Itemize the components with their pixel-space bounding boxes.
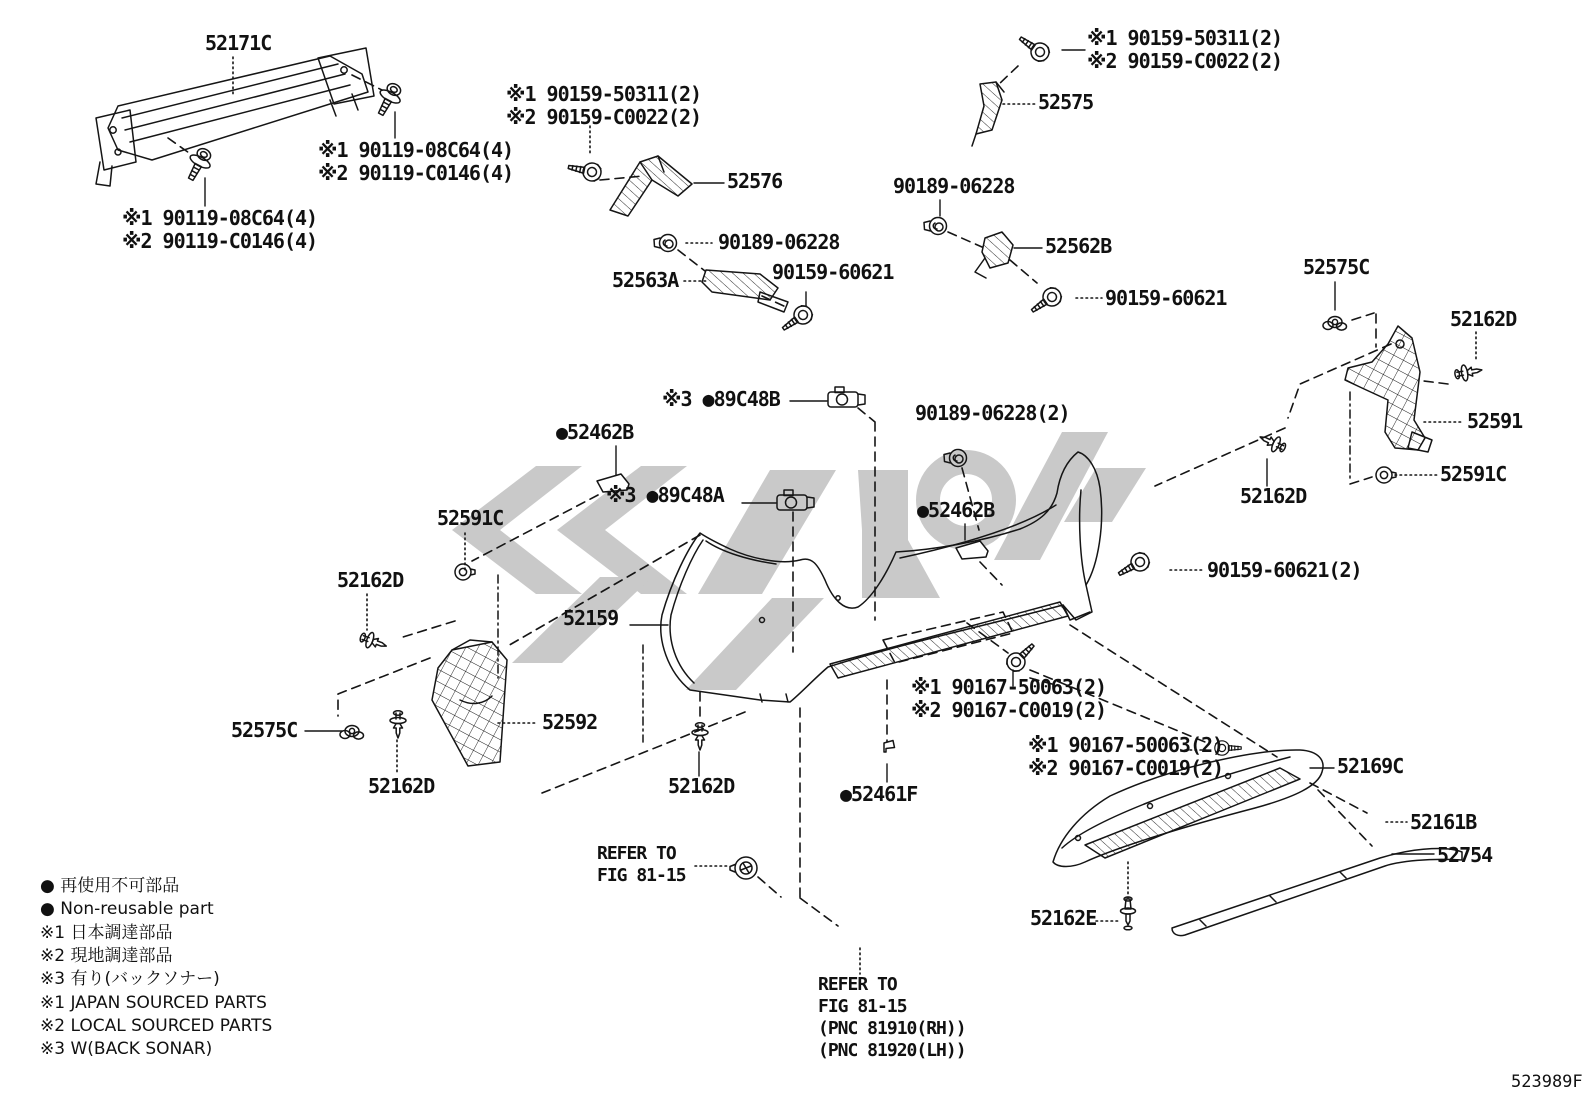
part-label: 52162D	[368, 774, 435, 798]
part-label: ●52462B	[917, 498, 995, 522]
part-label: ※3 ●89C48B	[662, 387, 780, 411]
screw-90159-60621-icon	[1027, 284, 1064, 318]
clip-52162D-icon	[1257, 430, 1288, 456]
part-label: 52591C	[437, 506, 504, 530]
screw-90167-icon	[1003, 639, 1039, 675]
side-support-52592-drawing	[432, 640, 507, 766]
part-label: ※1 90119-08C64(4)	[122, 206, 318, 230]
refer-note-line: REFER TO	[818, 974, 897, 995]
refer-note-line: FIG 81-15	[597, 865, 686, 886]
part-label: ※2 90167-C0019(2)	[911, 698, 1107, 722]
screw-90159-50311-icon	[1015, 31, 1052, 65]
part-label: 90159-60621	[772, 260, 894, 284]
part-label: ※3 ●89C48A	[606, 483, 724, 507]
part-label: 52563A	[612, 268, 679, 292]
part-label: 52575C	[1303, 255, 1370, 279]
legend-item: ※2 LOCAL SOURCED PARTS	[40, 1016, 273, 1036]
part-label: 52162D	[1450, 307, 1517, 331]
rivet-fig81-15-icon	[730, 857, 757, 879]
clip-52162D-icon	[390, 711, 406, 738]
part-label: 52162D	[668, 774, 735, 798]
part-label: 52591	[1467, 409, 1523, 433]
screw-90159-50311-icon	[567, 158, 603, 182]
part-label: ※2 90159-C0022(2)	[506, 105, 702, 129]
figure-code: 523989F	[1511, 1072, 1583, 1092]
clip-52162D-icon	[692, 723, 708, 750]
bracket-52576-drawing	[610, 156, 692, 216]
part-label: ※1 90167-50063(2)	[1028, 733, 1224, 757]
part-label: 90159-60621(2)	[1207, 558, 1362, 582]
part-label: 52591C	[1440, 462, 1507, 486]
legend-item: ● Non-reusable part	[40, 899, 214, 919]
part-label: ※2 90159-C0022(2)	[1087, 49, 1283, 73]
part-label: 52575	[1038, 90, 1094, 114]
part-label: 52754	[1437, 843, 1493, 867]
part-label: ※2 90119-C0146(4)	[318, 161, 514, 185]
sonar-sensor-89C48B-icon	[828, 387, 865, 407]
lower-molding-52754-drawing	[1172, 848, 1462, 935]
part-label: 52162D	[337, 568, 404, 592]
part-label: 52562B	[1045, 234, 1112, 258]
legend-item: ※1 日本調達部品	[40, 923, 173, 943]
part-label: 52576	[727, 169, 783, 193]
part-label: ●52462B	[556, 420, 634, 444]
retainer-52461F-icon	[884, 741, 895, 753]
part-label: ※1 90159-50311(2)	[1087, 26, 1283, 50]
bracket-52575-drawing	[972, 82, 1004, 146]
clip-52162E-icon	[1121, 897, 1136, 930]
legend-item: ● 再使用不可部品	[40, 876, 180, 896]
part-label: ●52461F	[840, 782, 918, 806]
part-label: 52159	[563, 606, 619, 630]
refer-note-line: REFER TO	[597, 843, 676, 864]
part-label: 90159-60621	[1105, 286, 1227, 310]
part-label: 52171C	[205, 31, 272, 55]
part-label: 90189-06228(2)	[915, 401, 1070, 425]
refer-note-line: FIG 81-15	[818, 996, 907, 1017]
clip-52162D-icon	[1454, 362, 1484, 382]
clip-90189-icon	[924, 218, 947, 235]
part-label: 90189-06228	[718, 230, 840, 254]
legend-item: ※2 現地調達部品	[40, 946, 173, 966]
part-label: 90189-06228	[893, 174, 1015, 198]
part-label: ※1 90159-50311(2)	[506, 82, 702, 106]
part-label: 52161B	[1410, 810, 1477, 834]
grommet-52591C-icon	[1376, 467, 1396, 483]
grommet-52575C-icon	[1323, 317, 1347, 331]
bolt-90119-icon	[371, 79, 406, 119]
grommet-52591C-icon	[455, 564, 475, 580]
screw-90159-60621-icon	[778, 302, 815, 336]
part-label: 52169C	[1337, 754, 1404, 778]
legend-item: ※3 有り(バックソナー)	[40, 969, 220, 989]
part-label: 52162D	[1240, 484, 1307, 508]
legend-item: ※1 JAPAN SOURCED PARTS	[40, 993, 267, 1013]
bracket-52562B-drawing	[975, 232, 1013, 278]
clip-52162D-icon	[358, 629, 389, 653]
part-label: ※1 90167-50063(2)	[911, 675, 1107, 699]
grommet-52575C-icon	[340, 726, 364, 740]
part-label: ※1 90119-08C64(4)	[318, 138, 514, 162]
part-label: ※2 90167-C0019(2)	[1028, 756, 1224, 780]
dotted-leader-lines	[233, 57, 1476, 974]
screw-90159-60621-icon	[1115, 550, 1153, 582]
refer-note-line: (PNC 81910(RH))	[818, 1018, 966, 1039]
clip-90189-icon	[654, 235, 677, 252]
legend-item: ※3 W(BACK SONAR)	[40, 1039, 213, 1059]
part-label: 52162E	[1030, 906, 1097, 930]
refer-note-line: (PNC 81920(LH))	[818, 1040, 966, 1061]
part-label: ※2 90119-C0146(4)	[122, 229, 318, 253]
part-label: 52592	[542, 710, 598, 734]
part-label: 52575C	[231, 718, 298, 742]
